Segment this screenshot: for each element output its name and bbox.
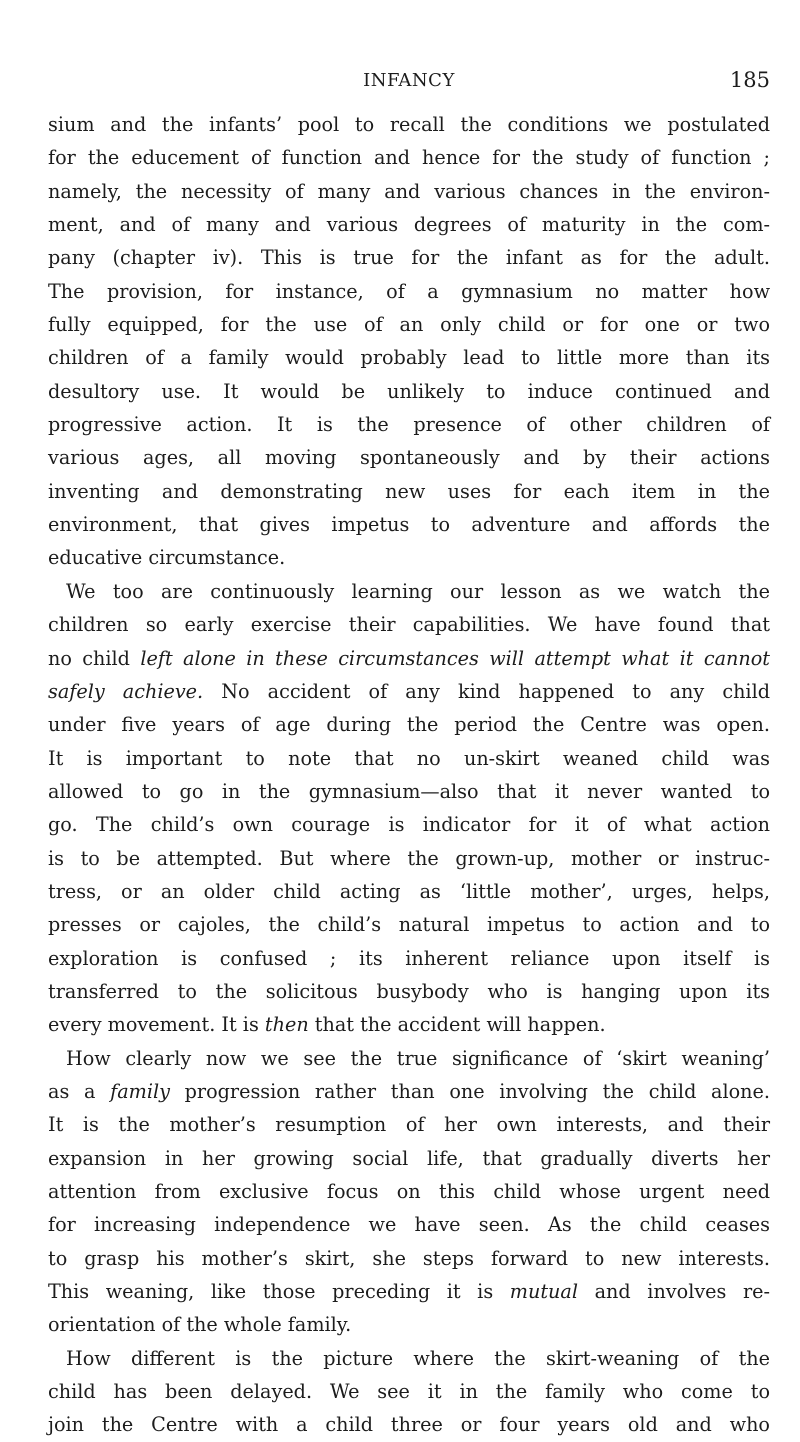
text-segment: progression rather than one involving the child alone. bbox=[169, 1079, 770, 1103]
text-segment: no child bbox=[48, 646, 141, 670]
text-line bbox=[48, 241, 770, 274]
text-segment: inventing and demonstrating new uses for each item in the bbox=[48, 479, 770, 503]
text-line bbox=[48, 942, 770, 975]
text-segment: progressive action. It is the presence of other children of bbox=[48, 413, 770, 437]
italic-text: family bbox=[110, 1079, 170, 1103]
text-line bbox=[48, 975, 770, 1008]
text-segment: as a bbox=[48, 1079, 111, 1103]
running-head: INFANCY bbox=[363, 70, 455, 91]
text-line bbox=[48, 1042, 770, 1075]
text-line bbox=[48, 808, 770, 841]
text-segment: various ages, all moving spontaneously and by their actions bbox=[48, 446, 770, 470]
italic-text: then bbox=[264, 1013, 309, 1037]
text-line bbox=[48, 475, 770, 508]
text-line bbox=[48, 642, 770, 675]
text-segment: under five years of age during the period the Centre was open. bbox=[48, 713, 770, 737]
text-line bbox=[48, 842, 770, 875]
text-segment: go. The child’s own courage is indicator for it of what action bbox=[48, 813, 770, 837]
text-line bbox=[48, 375, 770, 408]
text-line bbox=[48, 141, 770, 174]
page-header bbox=[48, 70, 770, 100]
text-segment: to grasp his mother’s skirt, she steps forward to new interests. bbox=[48, 1246, 770, 1270]
text-segment: join the Centre with a child three or four years old and who bbox=[48, 1413, 770, 1437]
text-line bbox=[48, 1108, 770, 1141]
text-segment: pany (chapter iv). This is true for the infant as for the adult. bbox=[48, 246, 770, 270]
text-segment: namely, the necessity of many and various chances in the environ- bbox=[48, 179, 770, 203]
text-line bbox=[48, 1308, 770, 1341]
text-segment: How clearly now we see the true significance of ‘skirt weaning’ bbox=[66, 1046, 770, 1070]
text-segment: desultory use. It would be unlikely to induce continued and bbox=[48, 379, 770, 403]
text-line bbox=[48, 608, 770, 641]
text-segment: The provision, for instance, of a gymnasium no matter how bbox=[48, 279, 770, 303]
italic-text: left alone in these circumstances will attempt what it cannot bbox=[140, 646, 770, 670]
text-line bbox=[48, 408, 770, 441]
text-segment: transferred to the solicitous busybody who is hanging upon its bbox=[48, 979, 770, 1003]
text-line bbox=[48, 1208, 770, 1241]
text-segment: is to be attempted. But where the grown-up, mother or instruc- bbox=[48, 846, 770, 870]
text-line bbox=[48, 208, 770, 241]
text-line bbox=[48, 1008, 770, 1041]
italic-text: mutual bbox=[509, 1280, 578, 1304]
text-line bbox=[48, 575, 770, 608]
text-segment: environment, that gives impetus to adventure and affords the bbox=[48, 513, 770, 537]
text-segment: attention from exclusive focus on this child whose urgent need bbox=[48, 1180, 770, 1203]
text-segment: This weaning, like those preceding it is bbox=[48, 1280, 510, 1304]
text-line bbox=[48, 1375, 770, 1408]
text-segment: fully equipped, for the use of an only child or for one or two bbox=[48, 313, 770, 337]
text-segment: that the accident will happen. bbox=[308, 1013, 606, 1037]
text-line bbox=[48, 875, 770, 908]
text-segment: tress, or an older child acting as ‘little mother’, urges, helps, bbox=[48, 879, 770, 903]
text-line bbox=[48, 675, 770, 708]
text-line bbox=[48, 1408, 770, 1441]
italic-text: safely achieve. bbox=[48, 679, 204, 703]
text-line bbox=[48, 108, 770, 141]
text-segment: How different is the picture where the skirt-weaning of the bbox=[66, 1346, 770, 1370]
text-segment: We too are continuously learning our lesson as we watch the bbox=[66, 579, 770, 603]
text-segment: ment, and of many and various degrees of maturity in the com- bbox=[48, 213, 770, 237]
text-segment: sium and the infants’ pool to recall the conditions we postulated bbox=[48, 113, 770, 136]
text-line bbox=[48, 775, 770, 808]
text-segment: allowed to go in the gymnasium—also that it never wanted to bbox=[48, 779, 770, 803]
text-segment: It is important to note that no un-skirt weaned child was bbox=[48, 746, 770, 770]
text-segment: for increasing independence we have seen. As the child ceases bbox=[48, 1213, 770, 1237]
text-line bbox=[48, 275, 770, 308]
text-line bbox=[48, 908, 770, 941]
text-segment: expansion in her growing social life, that gradually diverts her bbox=[48, 1146, 770, 1170]
text-segment: and involves re- bbox=[578, 1280, 771, 1304]
text-line bbox=[48, 541, 770, 574]
text-line bbox=[48, 1242, 770, 1275]
text-segment: No accident of any kind happened to any child bbox=[203, 679, 770, 703]
page-number: 185 bbox=[729, 68, 770, 92]
text-line bbox=[48, 1142, 770, 1175]
text-line bbox=[48, 508, 770, 541]
text-segment: educative circumstance. bbox=[48, 546, 286, 570]
text-segment: exploration is confused ; its inherent reliance upon itself is bbox=[48, 946, 770, 970]
text-segment: for the educement of function and hence for the study of function ; bbox=[48, 146, 770, 170]
text-segment: every movement. It is bbox=[48, 1013, 265, 1037]
text-line bbox=[48, 1275, 770, 1308]
text-segment: It is the mother’s resumption of her own interests, and their bbox=[48, 1113, 770, 1137]
text-segment: presses or cajoles, the child’s natural impetus to action and to bbox=[48, 913, 770, 937]
text-line bbox=[48, 175, 770, 208]
text-line bbox=[48, 1342, 770, 1375]
text-line bbox=[48, 308, 770, 341]
text-segment: child has been delayed. We see it in the family who come to bbox=[48, 1380, 770, 1404]
text-segment: children so early exercise their capabilities. We have found that bbox=[48, 613, 770, 637]
text-segment: children of a family would probably lead to little more than its bbox=[48, 346, 770, 370]
body-text bbox=[48, 108, 770, 1442]
text-line bbox=[48, 708, 770, 741]
text-line bbox=[48, 1075, 770, 1108]
text-line bbox=[48, 742, 770, 775]
text-line bbox=[48, 441, 770, 474]
text-line bbox=[48, 1175, 770, 1208]
text-segment: orientation of the whole family. bbox=[48, 1313, 352, 1337]
text-line bbox=[48, 341, 770, 374]
